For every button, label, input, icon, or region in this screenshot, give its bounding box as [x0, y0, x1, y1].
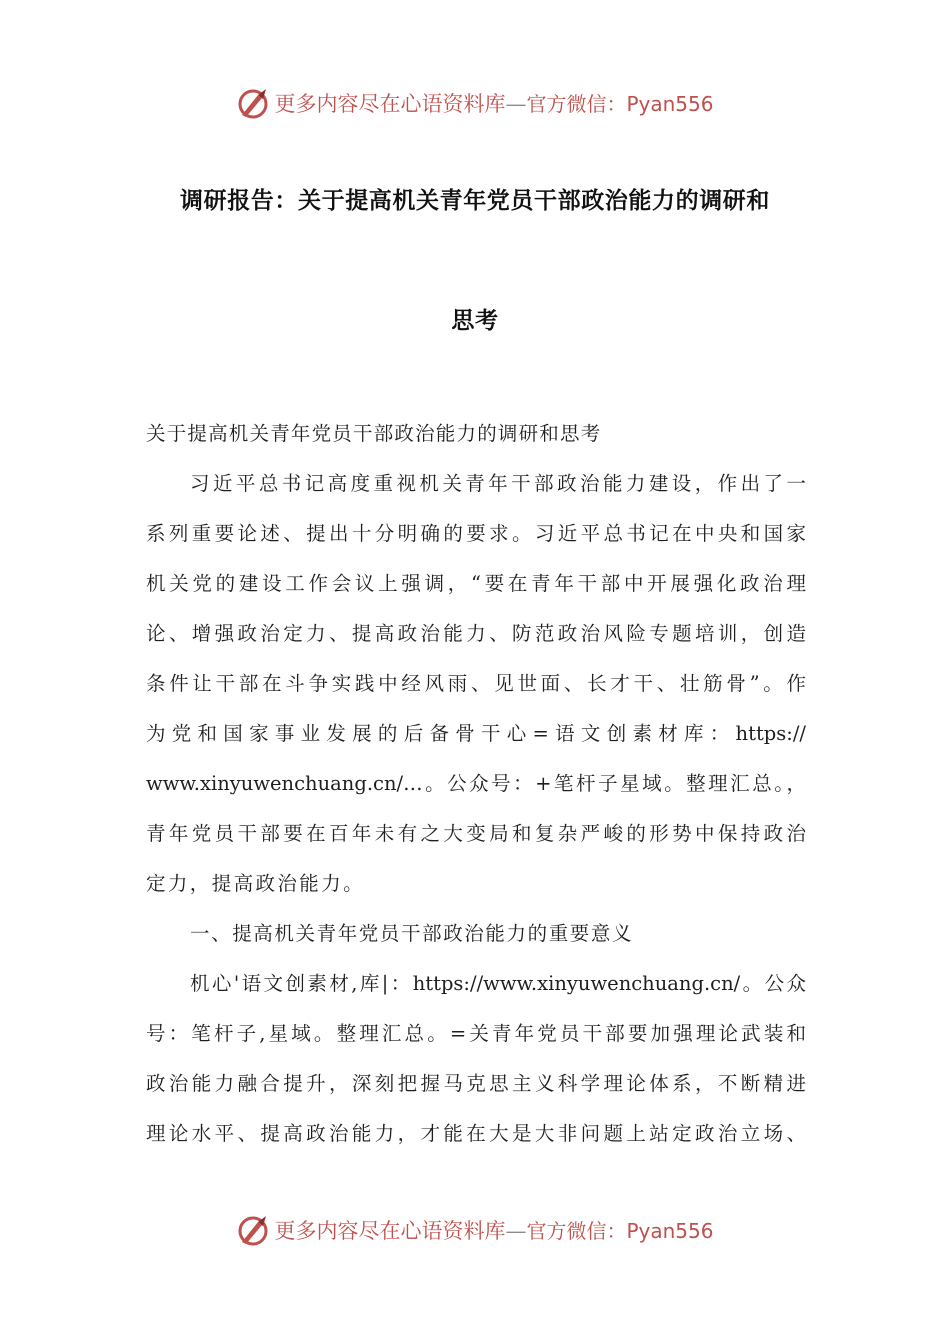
body-line: 政治能力融合提升，深刻把握马克思主义科学理论体系，不断精进 [146, 1072, 806, 1095]
body-line: 条件让干部在斗争实践中经风雨、见世面、长才干、壮筋骨”。作 [146, 672, 806, 695]
body-line: 习近平总书记高度重视机关青年干部政治能力建设，作出了一 [190, 472, 806, 495]
body-line: 为党和国家事业发展的后备骨干心=语文创素材库：https:// [146, 722, 806, 745]
section-heading: 一、提高机关青年党员干部政治能力的重要意义 [190, 922, 634, 945]
body-line: 系列重要论述、提出十分明确的要求。习近平总书记在中央和国家 [146, 522, 806, 545]
header-separator: — [505, 92, 527, 116]
document-title-line-2: 思考 [451, 308, 499, 334]
header-site-text: 更多内容尽在心语资料库 [274, 92, 506, 116]
body-line: 机关党的建设工作会议上强调，“要在青年干部中开展强化政治理 [146, 572, 806, 595]
body-line: www.xinyuwenchuang.cn/…。公众号：+笔杆子星域。整理汇总。， [146, 772, 806, 795]
footer-banner [0, 1211, 950, 1251]
footer-wechat-text: 官方微信：Pyan556 [526, 1219, 714, 1243]
body-line: 青年党员干部要在百年未有之大变局和复杂严峻的形势中保持政治 [146, 822, 806, 845]
body-line: 机心'语文创素材,库|：https://www.xinyuwenchuang.cn/。公众 [190, 972, 806, 995]
footer-separator: — [505, 1219, 527, 1243]
body-line: 定力，提高政治能力。 [146, 872, 366, 895]
header-wechat-text: 官方微信：Pyan556 [526, 92, 714, 116]
body-line: 号：笔杆子,星域。整理汇总。=关青年党员干部要加强理论武装和 [146, 1022, 806, 1045]
body-line: 理论水平、提高政治能力，才能在大是大非问题上站定政治立场、 [146, 1122, 806, 1145]
body-line: 论、增强政治定力、提高政治能力、防范政治风险专题培训，创造 [146, 622, 806, 645]
document-body [146, 414, 806, 1164]
body-line: 关于提高机关青年党员干部政治能力的调研和思考 [146, 422, 602, 445]
quill-ink-logo-icon [236, 87, 270, 121]
header-banner [0, 84, 950, 124]
footer-site-text: 更多内容尽在心语资料库 [274, 1219, 506, 1243]
document-title-line-1: 调研报告：关于提高机关青年党员干部政治能力的调研和 [180, 188, 770, 214]
quill-ink-logo-icon [236, 1214, 270, 1248]
